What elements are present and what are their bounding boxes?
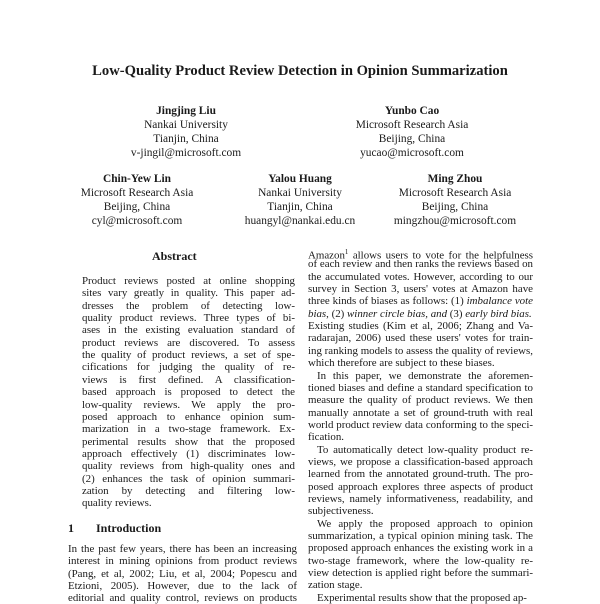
text-line: views is first defined. A classification- — [82, 373, 295, 386]
author-email[interactable]: huangyl@nankai.edu.cn — [244, 215, 356, 227]
author-email[interactable]: cyl@microsoft.com — [91, 215, 183, 227]
text-span: Amazon — [308, 249, 345, 262]
text-line: fication. — [308, 431, 344, 444]
text-line: (2) enhances the task of opinion summari- — [82, 472, 295, 485]
text-line: the quality of product reviews, a set of spe- — [82, 349, 295, 362]
intro-heading — [68, 521, 161, 536]
text-line: marization in a two-stage framework. Ex- — [82, 423, 295, 436]
text-span: allows users to vote for the helpfulness — [348, 249, 533, 262]
text-line: product reviews are discovered. To assess — [82, 336, 295, 349]
text-line: manually annotate a set of ground-truth with real — [308, 406, 533, 419]
text-line: measure the quality of product reviews. We then — [308, 394, 533, 407]
text-line — [308, 295, 533, 307]
author-email[interactable]: v-jingil@microsoft.com — [130, 147, 242, 159]
text-line: posed approach explores three aspects of product — [308, 480, 533, 493]
text-line: quality product reviews. Three types of bi- — [82, 312, 295, 325]
text-line: which therefore are subject to these biases. — [308, 357, 495, 370]
italic-term: winner circle bias, and — [347, 307, 448, 320]
text-line: (Pang, et al, 2002; Liu, et al, 2004; Popescu and — [68, 567, 297, 580]
author-location: Beijing, China — [103, 201, 171, 213]
text-line: In the past few years, there has been an increasing — [68, 543, 297, 555]
text-line — [308, 308, 533, 320]
text-line: We apply the proposed approach to opinion — [317, 517, 533, 530]
author-email[interactable]: yucao@microsoft.com — [360, 147, 464, 159]
author-name: Yunbo Cao — [384, 105, 440, 117]
text-line: the accumulated votes. However, according to our — [308, 270, 533, 283]
text-line: To automatically detect low-quality product re- — [317, 443, 533, 456]
text-line: survey in Section 3, users' votes at Amazon have — [308, 283, 533, 296]
italic-term: bias — [308, 307, 327, 320]
author-name: Chin-Yew Lin — [102, 173, 172, 185]
text-line: In this paper, we demonstrate the aforemen- — [317, 369, 533, 382]
text-line: Etzioni, 2005). However, due to the lack of — [68, 580, 297, 593]
author-block — [345, 172, 565, 228]
text-span: , (2) — [326, 307, 348, 320]
author-block — [76, 104, 296, 160]
text-line: view detection is applied right before the summari- — [308, 567, 533, 580]
text-line: dresses the problem of detecting low- — [82, 299, 295, 312]
text-line: Experimental results show that the proposed ap- — [317, 591, 527, 604]
text-line: radarajan, 2006) used these users' votes for train- — [308, 332, 533, 345]
author-affiliation: Nankai University — [258, 187, 342, 199]
abstract-heading: Abstract — [152, 249, 197, 263]
section-title: Introduction — [96, 521, 162, 535]
text-line: quality reviews. — [82, 497, 152, 510]
author-name: Jingjing Liu — [156, 105, 216, 117]
author-affiliation: Microsoft Research Asia — [398, 187, 512, 199]
text-line: of each review and then ranks the reviews based on — [308, 258, 533, 271]
footnote-mark[interactable]: 1 — [344, 248, 349, 256]
text-line: views, we propose a classification-based approach — [308, 455, 533, 468]
author-name: Ming Zhou — [427, 173, 483, 185]
text-line: ases in the existing evaluation standard of — [82, 324, 295, 337]
author-email[interactable]: mingzhou@microsoft.com — [393, 215, 517, 227]
text-line: proposed approach enhances the existing work in a — [308, 542, 533, 555]
text-line: summarization, a typical opinion mining task. The — [308, 530, 533, 543]
text-line: Product reviews posted at online shopping — [82, 275, 295, 287]
paper-title: Low-Quality Product Review Detection in Opinion Summarization — [92, 63, 508, 79]
text-line: posed approach to enhance opinion sum- — [82, 410, 295, 423]
italic-term: imbalance vote — [466, 295, 533, 308]
text-span: (3) — [447, 307, 466, 320]
text-line: zation by detecting and filtering low- — [82, 484, 295, 497]
text-line: based approach is proposed to detect the — [82, 386, 295, 399]
text-line: sites vary greatly in quality. This paper ad- — [82, 287, 295, 300]
text-line: approach effectively (1) discriminates low- — [82, 447, 295, 460]
text-line: reviews, namely informativeness, readability, and — [308, 493, 533, 505]
text-line: quality reviews from high-quality ones and — [82, 460, 295, 473]
author-location: Beijing, China — [378, 133, 446, 145]
text-line: perimental results show that the proposed — [82, 435, 295, 448]
author-affiliation: Nankai University — [144, 119, 228, 131]
author-name: Yalou Huang — [268, 173, 332, 185]
text-line: low-quality reviews. We apply the pro- — [82, 398, 295, 411]
text-line: editorial and quality control, reviews on products — [68, 592, 297, 604]
author-affiliation: Microsoft Research Asia — [355, 119, 469, 131]
text-line: learned from the annotated ground-truth. The pro- — [308, 468, 533, 481]
author-location: Tianjin, China — [267, 201, 333, 213]
author-affiliation: Microsoft Research Asia — [80, 187, 194, 199]
text-span: three kinds of biases as follows: (1) — [308, 295, 467, 308]
text-line: subjectiveness. — [308, 505, 374, 518]
author-block — [302, 104, 522, 160]
text-line: ing ranking models to assess the quality of reviews, — [308, 344, 533, 357]
italic-term: early bird bias. — [465, 307, 532, 320]
text-line: Existing studies (Kim et al, 2006; Zhang and Va- — [308, 320, 533, 333]
text-line: world product review data conforming to the speci- — [308, 418, 533, 431]
text-line: cifications for judging the quality of re- — [82, 361, 295, 374]
text-line: two-stage framework, where the low-quality re- — [308, 554, 533, 567]
text-line: zation stage. — [308, 579, 363, 592]
author-location: Beijing, China — [421, 201, 489, 213]
section-number: 1 — [68, 521, 74, 535]
text-line: interest in mining opinions from product reviews — [68, 555, 297, 568]
author-location: Tianjin, China — [153, 133, 219, 145]
text-line: tioned biases and define a standard specification to — [308, 381, 533, 394]
